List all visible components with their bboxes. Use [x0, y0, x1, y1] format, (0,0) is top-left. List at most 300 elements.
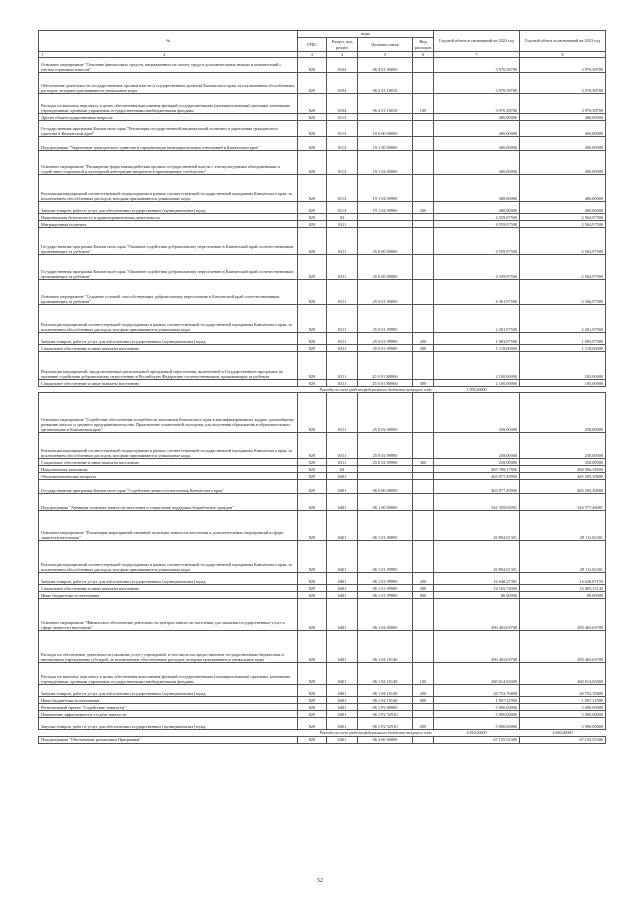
razdel-cell: 0311: [327, 221, 358, 228]
row-name-cell: Расходы на выплаты персоналу в целях обеспечения выполнения функций государственными (муниципальными) органами, казенными учреждениями, органами управления государственными внебюджетными фондами: [39, 663, 298, 685]
row-name-cell: Национальная безопасность и правоохранительная деятельность: [39, 214, 298, 221]
value-2023-cell: 258,00000: [520, 459, 606, 466]
grbs-cell: 829: [298, 352, 327, 380]
row-name-cell: Закупка товаров, работ и услуг для обеспечения государственных (муниципальных) нужд: [39, 573, 298, 585]
csr-cell: 19 0 00 00000: [358, 121, 413, 137]
value-2023-cell: 14 405,15142: [520, 585, 606, 592]
table-row: [39, 221, 606, 228]
grbs-cell: 829: [298, 137, 327, 151]
grbs-cell: 829: [298, 121, 327, 137]
value-2022-cell: 12 648,27301: [434, 573, 520, 585]
value-2022-cell: 290 465,63700: [434, 599, 520, 631]
csr-cell: 06 0 00 00000: [358, 480, 413, 494]
grbs-cell: 829: [298, 697, 327, 704]
row-name-cell: Основное мероприятие "Финансовое обеспечение деятельности центров занятости населения для оказания государственных услуг в сфере занятости населения": [39, 599, 298, 631]
csr-cell: 25 0 02 00000: [358, 393, 413, 433]
value-2022-cell: 4 559,97500: [434, 221, 520, 228]
razdel-cell: 0104: [327, 73, 358, 94]
csr-cell: 06 1 01 09990: [358, 592, 413, 599]
vr-cell: [413, 599, 434, 631]
grbs-cell: 829: [298, 685, 327, 697]
csr-cell: [358, 214, 413, 221]
vr-cell: 300: [413, 345, 434, 352]
value-2023-cell: 400,00000: [520, 175, 606, 202]
razdel-cell: 0401: [327, 718, 358, 730]
row-name-cell: Закупка товаров, работ и услуг для обеспечения государственных (муниципальных) нужд: [39, 718, 298, 730]
row-name-cell: Расходы на выплаты персоналу в целях обеспечения выполнения функций государственными (муниципальными) органами, казенными учреждениями, органами управления государственными внебюджетными фондами: [39, 94, 298, 114]
grbs-cell: 829: [298, 214, 327, 221]
grbs-cell: 829: [298, 480, 327, 494]
razdel-cell: 0401: [327, 473, 358, 480]
razdel-cell: 0401: [327, 494, 358, 511]
table-row: [39, 345, 606, 352]
value-2022-cell: 26 894,01301: [434, 541, 520, 573]
row-name-cell: Социальное обеспечение и иные выплаты населению: [39, 459, 298, 466]
value-2023-cell: 3 970,38700: [520, 73, 606, 94]
csr-cell: 06 1 01 09990: [358, 541, 413, 573]
razdel-cell: 0113: [327, 137, 358, 151]
table-row: [39, 718, 606, 730]
vr-cell: [413, 711, 434, 718]
grbs-cell: 829: [298, 433, 327, 459]
value-2023-cell: 29 111,82301: [520, 541, 606, 573]
value-2022-cell: 260 614,65000: [434, 663, 520, 685]
vr-cell: [413, 280, 434, 305]
value-2023-cell: 468 006,38500: [520, 466, 606, 473]
value-2022-cell: 5 000,00000: [434, 711, 520, 718]
value-2023-cell: 3 970,38700: [520, 94, 606, 114]
grbs-cell: 829: [298, 175, 327, 202]
razdel-cell: 0311: [327, 380, 358, 387]
value-2022-cell: 4 559,97500: [434, 255, 520, 280]
vr-cell: [413, 473, 434, 480]
page-number: 52: [317, 878, 323, 884]
razdel-cell: 0311: [327, 305, 358, 333]
grbs-cell: 829: [298, 228, 327, 255]
value-2023-cell: 105,00000: [520, 352, 606, 380]
table-row: [39, 58, 606, 73]
row-name-cell: Основное мероприятие "Создание условий, способствующих добровольному переселению в Камчатский край соотечественников, проживающих за рубежом": [39, 280, 298, 305]
vr-cell: [413, 255, 434, 280]
value-2022-cell: 258,00000: [434, 393, 520, 433]
vr-cell: 100: [413, 94, 434, 114]
row-name-cell: Подпрограмма "Укрепление гражданского единства и гармонизация межнациональных отношений в Камчатском крае": [39, 137, 298, 151]
value-2023-cell: 105,00000: [520, 380, 606, 387]
grbs-cell: 829: [298, 94, 327, 114]
vr-cell: 100: [413, 663, 434, 685]
csr-cell: 25 0 01 09990: [358, 305, 413, 333]
grbs-cell: 829: [298, 305, 327, 333]
value-2023-cell: 290 465,63700: [520, 599, 606, 631]
razdel-cell: 0311: [327, 255, 358, 280]
csr-cell: 25 0 00 00000: [358, 255, 413, 280]
value-2023-cell: 465 295,30900: [520, 473, 606, 480]
value-2023-cell: 5 000,00000: [520, 718, 606, 730]
header-num-cell: 6: [413, 52, 434, 58]
header-num-cell: 5: [358, 52, 413, 58]
table-row: [39, 511, 606, 541]
value-2022-cell: 14 165,74000: [434, 585, 520, 592]
csr-cell: 06 1 01 09990: [358, 585, 413, 592]
value-2023-cell: 400,00000: [520, 151, 606, 175]
table-row: [39, 114, 606, 121]
table-row: [39, 599, 606, 631]
grbs-cell: 829: [298, 573, 327, 585]
table-row: [39, 480, 606, 494]
row-name-cell: Повышение эффективности службы занятости: [39, 711, 298, 718]
razdel-cell: 0401: [327, 585, 358, 592]
grbs-cell: 829: [298, 541, 327, 573]
table-row: [39, 380, 606, 387]
razdel-cell: 0113: [327, 114, 358, 121]
row-name-cell: Подпрограмма "Обеспечение реализации Программы": [39, 736, 298, 743]
csr-cell: 06 4 01 10010: [358, 94, 413, 114]
grbs-cell: 829: [298, 511, 327, 541]
value-2022-cell: 400,00000: [434, 202, 520, 214]
table-row: [39, 280, 606, 305]
row-name-cell: Основное мероприятие "Содействие обеспечению потребности экономики Камчатского края в квалифицированных кадрах, дальнейшему развитию малого и среднего предпринимательства. Привлечение талантливой молодежи для получения образования в образовательных организациях в Камчатском крае": [39, 393, 298, 433]
table-row: [39, 73, 606, 94]
table-row: [39, 592, 606, 599]
value-2022-cell: 2 100,00000: [434, 380, 520, 387]
value-2023-cell: 324 577,46001: [520, 494, 606, 511]
csr-cell: 25 0 02 09990: [358, 459, 413, 466]
csr-cell: [358, 114, 413, 121]
value-2022-cell: 4 559,97500: [434, 228, 520, 255]
row-name-cell: Иные бюджетные ассигнования: [39, 697, 298, 704]
header-num-cell: 7: [434, 52, 520, 58]
vr-cell: [413, 494, 434, 511]
value-2022-cell: 322 359,65001: [434, 494, 520, 511]
vr-cell: [413, 511, 434, 541]
header-codes: коды: [298, 31, 434, 38]
razdel-cell: 0401: [327, 631, 358, 663]
row-name-cell: Общеэкономические вопросы: [39, 473, 298, 480]
table-row: [39, 255, 606, 280]
grbs-cell: 829: [298, 704, 327, 711]
grbs-cell: 829: [298, 466, 327, 473]
vr-cell: [413, 541, 434, 573]
value-2023-cell: 2 201,97500: [520, 305, 606, 333]
value-2022-cell: 400,00000: [434, 121, 520, 137]
table-row: [39, 541, 606, 573]
value-2023-cell: 258,00000: [520, 433, 606, 459]
value-2023-cell: 2 564,97500: [520, 214, 606, 221]
budget-sheet: [38, 30, 605, 744]
csr-cell: [358, 466, 413, 473]
grbs-cell: 829: [298, 280, 327, 305]
value-2023-cell: 400,00000: [520, 114, 606, 121]
vr-cell: 800: [413, 697, 434, 704]
value-2023-cell: 2 564,97500: [520, 221, 606, 228]
row-name-cell: Реализация мероприятий соответствующей подпрограммы в рамках соответствующей государственной программы Камчатского края, за исключением обособленных расходов, которым присваиваются уникальные коды: [39, 175, 298, 202]
value-2023-cell: 400,00000: [520, 202, 606, 214]
header-grbs: ГРБС: [298, 38, 327, 52]
row-name-cell: Закупка товаров, работ и услуг для обеспечения государственных (муниципальных) нужд: [39, 685, 298, 697]
grbs-cell: 829: [298, 592, 327, 599]
table-row: [39, 305, 606, 333]
value-2022-cell: 4 301,97500: [434, 280, 520, 305]
razdel-cell: 0401: [327, 663, 358, 685]
razdel-cell: 0311: [327, 352, 358, 380]
header-vr: Вид расходов: [413, 38, 434, 52]
value-2022-cell: 3 970,38700: [434, 73, 520, 94]
value-2023-cell: 28 753,76800: [520, 685, 606, 697]
table-row: [39, 94, 606, 114]
razdel-cell: 0104: [327, 58, 358, 73]
table-row: [39, 459, 606, 466]
razdel-cell: 0113: [327, 121, 358, 137]
table-row: [39, 473, 606, 480]
razdel-cell: 0113: [327, 151, 358, 175]
table-row: [39, 151, 606, 175]
value-2022-cell: 1 995,00000: [434, 387, 520, 393]
csr-cell: 25 0 02 09990: [358, 433, 413, 459]
value-2023-cell: 14 626,67159: [520, 573, 606, 585]
csr-cell: 06 1 04 10140: [358, 663, 413, 685]
table-body: [39, 58, 606, 743]
grbs-cell: 829: [298, 221, 327, 228]
value-2023-cell: 400,00000: [520, 121, 606, 137]
value-2022-cell: 26 894,01301: [434, 511, 520, 541]
table-row: [39, 631, 606, 663]
grbs-cell: 829: [298, 718, 327, 730]
value-2022-cell: 5 000,00000: [434, 704, 520, 711]
csr-cell: [358, 473, 413, 480]
value-2022-cell: 4 850,00000: [434, 730, 520, 736]
vr-cell: [413, 114, 434, 121]
csr-cell: 06 4 00 00000: [358, 736, 413, 743]
grbs-cell: 829: [298, 58, 327, 73]
razdel-cell: 0401: [327, 480, 358, 494]
row-name-cell: Социальное обеспечение и иные выплаты населению: [39, 380, 298, 387]
value-2022-cell: 258,00000: [434, 433, 520, 459]
razdel-cell: 0401: [327, 685, 358, 697]
table-row: [39, 494, 606, 511]
csr-cell: 06 4 01 00000: [358, 58, 413, 73]
row-name-cell: Подпрограмма "Активная политика занятости населения и социальная поддержка безработных граждан": [39, 494, 298, 511]
grbs-cell: 829: [298, 459, 327, 466]
vr-cell: [413, 433, 434, 459]
value-2023-cell: 465 295,30900: [520, 480, 606, 494]
razdel-cell: 0104: [327, 94, 358, 114]
value-2023-cell: 1 118,00000: [520, 345, 606, 352]
csr-cell: 19 1 04 09990: [358, 202, 413, 214]
note-text: Расходы за счет средств федерального бюджета текущего года: [39, 730, 434, 736]
header-num-cell: 3: [298, 52, 327, 58]
note-text: Расходы за счет средств федерального бюджета текущего года: [39, 387, 434, 393]
row-name-cell: Миграционная политика: [39, 221, 298, 228]
row-name-cell: Иные бюджетные ассигнования: [39, 592, 298, 599]
row-name-cell: Региональный проект "Содействие занятости": [39, 704, 298, 711]
csr-cell: 19 1 04 09990: [358, 175, 413, 202]
value-2022-cell: 290 465,63700: [434, 631, 520, 663]
header-razdel: Раздел, под раздел: [327, 38, 358, 52]
row-name-cell: Социальное обеспечение и иные выплаты населению: [39, 345, 298, 352]
value-2022-cell: 463 077,49900: [434, 480, 520, 494]
value-2022-cell: 258,00000: [434, 459, 520, 466]
razdel-cell: 0113: [327, 202, 358, 214]
value-2022-cell: 465 788,17800: [434, 466, 520, 473]
value-2023-cell: 1 083,97500: [520, 333, 606, 345]
table-row: [39, 697, 606, 704]
razdel-cell: 0311: [327, 333, 358, 345]
table-row: [39, 202, 606, 214]
vr-cell: 300: [413, 459, 434, 466]
vr-cell: [413, 73, 434, 94]
row-name-cell: Расходы на обеспечение деятельности (оказание услуг) учреждений, в том числе на предоставление государственным бюджетным и автономным учреждениям субсидий, за исключением обособленных расходов, которым присваиваются уникальные коды: [39, 631, 298, 663]
row-name-cell: Закупка товаров, работ и услуг для обеспечения государственных (муниципальных) нужд: [39, 333, 298, 345]
table-row: [39, 175, 606, 202]
csr-cell: 06 1 04 10140: [358, 697, 413, 704]
csr-cell: 06 1 04 00000: [358, 599, 413, 631]
csr-cell: 06 1 01 09990: [358, 573, 413, 585]
razdel-cell: 0311: [327, 345, 358, 352]
vr-cell: [413, 151, 434, 175]
value-2023-cell: 258,00000: [520, 393, 606, 433]
value-2022-cell: 3 970,38700: [434, 58, 520, 73]
table-row: [39, 137, 606, 151]
value-2022-cell: 400,00000: [434, 151, 520, 175]
row-name-cell: Основное мероприятие "Освоение финансовых средств, направленных на оплату труда в дополнительных выплат и компенсаций с учетом страховых взносов": [39, 58, 298, 73]
value-2022-cell: 2 100,00000: [434, 352, 520, 380]
value-2023-cell: 67 155,53300: [520, 736, 606, 743]
csr-cell: 06 1 P2 52910: [358, 718, 413, 730]
header-name-cell: [39, 31, 298, 52]
grbs-cell: 829: [298, 73, 327, 94]
value-2022-cell: 2 201,97500: [434, 305, 520, 333]
csr-cell: 06 1 00 00000: [358, 494, 413, 511]
razdel-cell: 0401: [327, 704, 358, 711]
vr-cell: 800: [413, 592, 434, 599]
grbs-cell: 829: [298, 255, 327, 280]
value-2022-cell: 1 083,97500: [434, 333, 520, 345]
csr-cell: 25 0 01 09990: [358, 345, 413, 352]
row-name-cell: Государственная программа Камчатского края "Оказание содействия добровольному переселению в Камчатский край соотечественников, проживающих за рубежом": [39, 255, 298, 280]
vr-cell: [413, 704, 434, 711]
razdel-cell: 0401: [327, 697, 358, 704]
table-row: [39, 433, 606, 459]
row-name-cell: Национальная экономика: [39, 466, 298, 473]
vr-cell: [413, 137, 434, 151]
vr-cell: [413, 305, 434, 333]
grbs-cell: 829: [298, 631, 327, 663]
vr-cell: [413, 480, 434, 494]
value-2022-cell: 67 155,53300: [434, 736, 520, 743]
value-2023-cell: 5 000,00000: [520, 711, 606, 718]
csr-cell: [358, 221, 413, 228]
row-name-cell: Реализация мероприятий, предусмотренных региональной программой переселения, включенной в Государственную программу по оказанию содействия добровольному переселению в Российскую Федерацию соотечественников, проживающих за рубежом: [39, 352, 298, 380]
budget-table: [38, 30, 606, 744]
csr-cell: 06 4 01 10010: [358, 73, 413, 94]
vr-cell: [413, 466, 434, 473]
vr-cell: [413, 393, 434, 433]
vr-cell: [413, 631, 434, 663]
header-num-cell: 8: [520, 52, 606, 58]
grbs-cell: 829: [298, 380, 327, 387]
grbs-cell: 829: [298, 333, 327, 345]
vr-cell: [413, 736, 434, 743]
csr-cell: 19 1 04 00000: [358, 151, 413, 175]
table-row: [39, 663, 606, 685]
row-name-cell: Реализация мероприятий соответствующей подпрограммы в рамках соответствующей государственной программы Камчатского края, за исключением обособленных расходов, которым присваиваются уникальные коды: [39, 433, 298, 459]
header-number-sign: №: [165, 38, 171, 44]
grbs-cell: 829: [298, 494, 327, 511]
table-row: [39, 214, 606, 221]
grbs-cell: 829: [298, 473, 327, 480]
header-2023: Годовой объем ассигнований на 2023 год: [520, 31, 606, 52]
row-name-cell: Основное мероприятие "Реализация мероприятий активной политики занятости населения и дополнительных мероприятий в сфере занятости населения": [39, 511, 298, 541]
value-2023-cell: 4 850,00000: [520, 730, 606, 736]
row-name-cell: Другие общегосударственные вопросы: [39, 114, 298, 121]
razdel-cell: 0401: [327, 511, 358, 541]
vr-cell: 200: [413, 202, 434, 214]
grbs-cell: 829: [298, 114, 327, 121]
razdel-cell: 0401: [327, 541, 358, 573]
csr-cell: 25 0 01 00000: [358, 280, 413, 305]
razdel-cell: 0113: [327, 175, 358, 202]
razdel-cell: 0401: [327, 736, 358, 743]
row-name-cell: Реализация мероприятий соответствующей подпрограммы в рамках соответствующей государственной программы Камчатского края, за исключением обособленных расходов, которым присваиваются уникальные коды: [39, 541, 298, 573]
value-2023-cell: 80,00000: [520, 592, 606, 599]
grbs-cell: 829: [298, 585, 327, 592]
value-2023-cell: 3 970,38700: [520, 58, 606, 73]
grbs-cell: 829: [298, 711, 327, 718]
razdel-cell: 0401: [327, 573, 358, 585]
value-2022-cell: 1 097,21900: [434, 697, 520, 704]
razdel-cell: 0401: [327, 599, 358, 631]
table-row: [39, 333, 606, 345]
csr-cell: 06 1 01 00000: [358, 511, 413, 541]
value-2023-cell: 400,00000: [520, 137, 606, 151]
csr-cell: 25 0 01 R0860: [358, 352, 413, 380]
csr-cell: 25 0 01 R0860: [358, 380, 413, 387]
table-row: [39, 228, 606, 255]
value-2022-cell: 80,00000: [434, 592, 520, 599]
value-2023-cell: 2 306,97500: [520, 280, 606, 305]
razdel-cell: 0311: [327, 433, 358, 459]
vr-cell: [413, 228, 434, 255]
vr-cell: 200: [413, 718, 434, 730]
csr-cell: 06 1 04 10140: [358, 631, 413, 663]
vr-cell: [413, 121, 434, 137]
value-2022-cell: 3 970,38700: [434, 94, 520, 114]
grbs-cell: 829: [298, 345, 327, 352]
value-2022-cell: 400,00000: [434, 114, 520, 121]
csr-cell: 25 0 01 09990: [358, 333, 413, 345]
value-2023-cell: 260 614,65000: [520, 663, 606, 685]
vr-cell: 200: [413, 333, 434, 345]
csr-cell: 25 0 00 00000: [358, 228, 413, 255]
vr-cell: 300: [413, 585, 434, 592]
table-row: [39, 393, 606, 433]
table-row: [39, 573, 606, 585]
value-2022-cell: 5 000,00000: [434, 718, 520, 730]
vr-cell: 300: [413, 380, 434, 387]
razdel-cell: 0311: [327, 459, 358, 466]
vr-cell: [413, 221, 434, 228]
table-row: [39, 585, 606, 592]
razdel-cell: 0311: [327, 393, 358, 433]
table-row: [39, 736, 606, 743]
header-num-cell: 1 2: [39, 52, 298, 58]
vr-cell: [413, 58, 434, 73]
value-2023-cell: 290 465,63700: [520, 631, 606, 663]
csr-cell: 06 1 P2 52910: [358, 711, 413, 718]
header-num-cell: 4: [327, 52, 358, 58]
table-row: [39, 352, 606, 380]
value-2023-cell: 1 097,21900: [520, 697, 606, 704]
